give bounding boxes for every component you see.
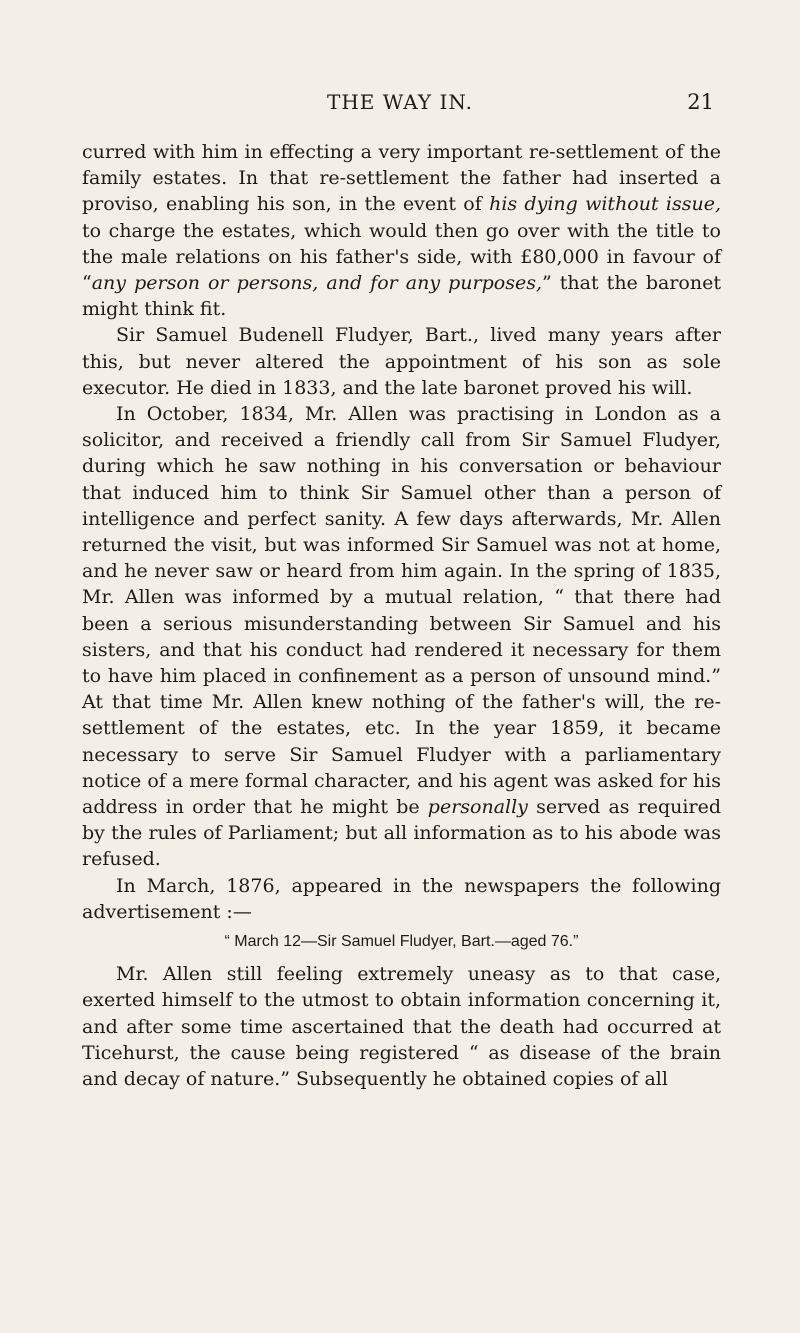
running-head — [80, 90, 720, 118]
paragraph-5: Mr. Allen still feeling extremely uneasy as to that case, exerted himself to the utmost to obtain information concerning it, and after some time ascertained that the death had occurred at Ticehurst, the cause being registered “ as disease of the brain and decay of nature.” Subsequently he obtained copies of all — [82, 963, 721, 1090]
paragraph-1-text-a: curred with him in effecting a very important re-settlement of the family estates. In that re-settlement the father had inserted a proviso, enabling his son, in the event of — [82, 141, 721, 216]
running-title: THE WAY IN. — [327, 90, 473, 114]
body-text — [82, 139, 721, 1092]
paragraph-2: Sir Samuel Budenell Fludyer, Bart., lived many years after this, but never altered the appointment of his son as sole executor. He died in 1833, and the late baronet proved his will. — [82, 324, 721, 399]
paragraph-1-italic-2: any person or persons, and for any purposes, — [91, 272, 543, 295]
page-number: 21 — [687, 90, 714, 114]
paragraph-3-text: In October, 1834, Mr. Allen was practising in London as a solicitor, and received a friendly call from Sir Samuel Fludyer, during which he saw nothing in his conversation or behaviour that induced him to think Sir Samuel other than a person of intelligence and perfect sanity. A few days afterwards, Mr. Allen returned the visit, but was informed Sir Samuel was not at home, and he never saw or heard from him again. In the spring of 1835, Mr. Allen was informed by a mutual relation, “ that there had been a serious misunderstanding between Sir Samuel and his sisters, and that his conduct had rendered it necessary for them to have him placed in confinement as a person of unsound mind.” At that time Mr. Allen knew nothing of the father's will, the re-settlement of the estates, etc. In the year 1859, it became necessary to serve Sir Samuel Fludyer with a parliamentary notice of a mere formal character, and his agent was asked for his address in order that he might be — [82, 403, 721, 819]
paragraph-3-end: served as required by the rules of Parliament; but all information as to his abode was refused. — [82, 796, 721, 871]
paragraph-4: In March, 1876, appeared in the newspapers the following advertisement :— — [82, 874, 721, 923]
paragraph-3 — [82, 401, 721, 873]
advertisement-quote: “ March 12—Sir Samuel Fludyer, Bart.—aged 76.” — [224, 933, 579, 951]
paragraph-1-text-b: to charge the estates, which would then go over with the title to the male relations on his father's side, with £80,000 in favour of “ — [82, 219, 721, 295]
paragraph-3-italic: personally — [427, 796, 528, 819]
paragraph-1-italic-1: his dying without issue, — [489, 193, 721, 216]
paragraph-1 — [82, 139, 721, 322]
paragraph-1-text-c: ” that the baronet might think fit. — [82, 272, 721, 321]
